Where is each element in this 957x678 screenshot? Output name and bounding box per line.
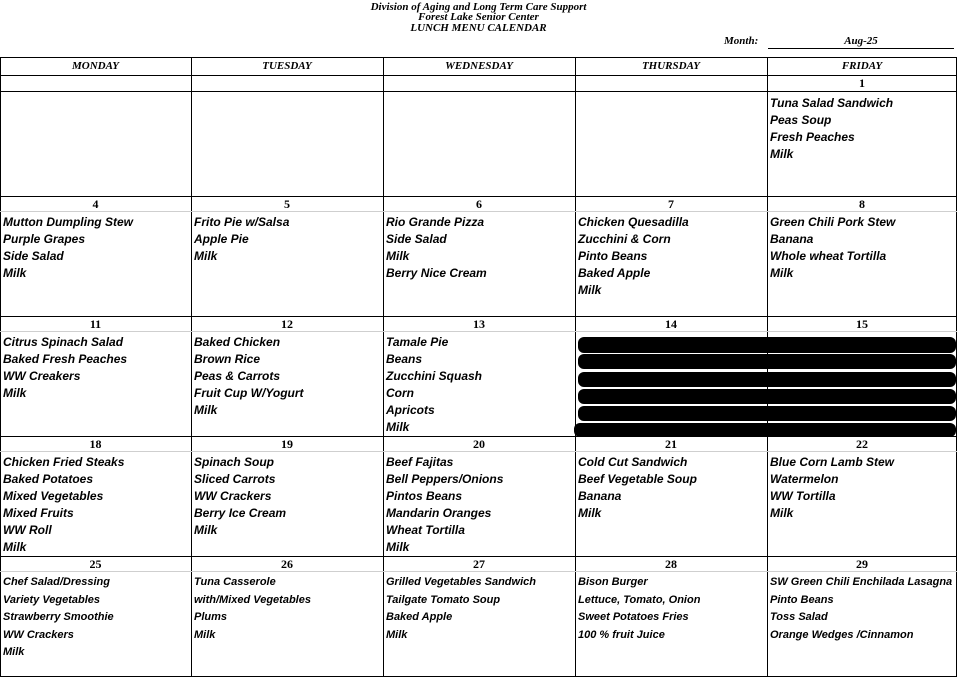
header-division: Division of Aging and Long Term Care Support bbox=[370, 1, 587, 13]
day-header-tuesday: TUESDAY bbox=[262, 60, 312, 72]
date-number: 4 bbox=[92, 197, 99, 211]
day-header-wednesday: WEDNESDAY bbox=[445, 60, 513, 72]
date-number: 20 bbox=[473, 437, 485, 451]
date-number: 15 bbox=[856, 317, 868, 331]
menu-list bbox=[770, 214, 895, 282]
menu-item: Corn bbox=[386, 386, 414, 400]
date-number: 12 bbox=[281, 317, 293, 331]
menu-item: Milk bbox=[194, 523, 218, 537]
grid-vline bbox=[575, 57, 576, 677]
menu-item: Pinto Beans bbox=[770, 593, 834, 606]
redaction-bar bbox=[578, 406, 956, 421]
date-number: 19 bbox=[281, 437, 293, 451]
menu-item: Fresh Peaches bbox=[770, 130, 855, 144]
menu-item: Cold Cut Sandwich bbox=[578, 455, 688, 469]
menu-item: Baked Apple bbox=[578, 266, 651, 280]
menu-list bbox=[386, 454, 503, 556]
header-center: Forest Lake Senior Center bbox=[418, 11, 539, 23]
menu-list bbox=[386, 574, 536, 644]
grid-vline bbox=[383, 57, 384, 677]
menu-list bbox=[194, 454, 286, 539]
menu-item: Milk bbox=[194, 249, 218, 263]
menu-item: Orange Wedges /Cinnamon bbox=[770, 628, 914, 641]
menu-item: Strawberry Smoothie bbox=[3, 611, 114, 623]
menu-list bbox=[578, 574, 700, 644]
menu-item: Milk bbox=[578, 283, 602, 297]
menu-item: Mixed Fruits bbox=[3, 506, 74, 520]
menu-list bbox=[386, 214, 487, 282]
menu-list bbox=[194, 574, 311, 644]
menu-item: Zucchini Squash bbox=[386, 369, 483, 383]
menu-item: Peas & Carrots bbox=[194, 369, 281, 383]
menu-item: Baked Apple bbox=[386, 611, 453, 623]
menu-item: 100 % fruit Juice bbox=[578, 628, 665, 641]
menu-item: Brown Rice bbox=[194, 352, 261, 366]
menu-item: WW Crackers bbox=[3, 628, 74, 641]
menu-item: Tuna Casserole bbox=[194, 576, 276, 588]
redaction-bar bbox=[578, 389, 956, 404]
menu-list bbox=[578, 214, 689, 299]
date-number: 27 bbox=[473, 557, 485, 571]
menu-item: Citrus Spinach Salad bbox=[3, 335, 124, 349]
menu-item: Rio Grande Pizza bbox=[386, 215, 485, 229]
menu-item: Sliced Carrots bbox=[194, 472, 276, 486]
menu-item: Chicken Fried Steaks bbox=[3, 455, 125, 469]
menu-item: Watermelon bbox=[770, 472, 839, 486]
day-header-thursday: THURSDAY bbox=[641, 60, 701, 72]
menu-item: Blue Corn Lamb Stew bbox=[770, 455, 895, 469]
menu-item: Frito Pie w/Salsa bbox=[194, 215, 290, 229]
menu-list bbox=[3, 454, 124, 556]
menu-item: Baked Potatoes bbox=[3, 472, 94, 486]
menu-item: SW Green Chili Enchilada Lasagna bbox=[770, 576, 953, 588]
date-number: 22 bbox=[856, 437, 868, 451]
menu-item: Mandarin Oranges bbox=[386, 506, 492, 520]
menu-item: Variety Vegetables bbox=[3, 593, 101, 606]
menu-item: Beans bbox=[386, 352, 423, 366]
menu-item: Milk bbox=[770, 266, 794, 280]
menu-item: Side Salad bbox=[3, 249, 64, 263]
grid-vline bbox=[0, 57, 1, 677]
menu-list bbox=[578, 454, 697, 522]
menu-item: Milk bbox=[3, 646, 25, 658]
menu-list bbox=[3, 334, 127, 402]
day-header-friday: FRIDAY bbox=[841, 60, 883, 72]
menu-item: Zucchini & Corn bbox=[578, 232, 671, 246]
menu-item: Milk bbox=[386, 249, 410, 263]
month-value: Aug-25 bbox=[768, 35, 954, 49]
menu-item: Milk bbox=[578, 506, 602, 520]
date-number: 1 bbox=[859, 76, 865, 90]
redaction-bar bbox=[578, 337, 956, 353]
menu-item: WW Tortilla bbox=[770, 489, 836, 503]
menu-item: Bell Peppers/Onions bbox=[386, 472, 504, 486]
menu-item: Milk bbox=[386, 540, 410, 554]
menu-item: Fruit Cup W/Yogurt bbox=[194, 386, 304, 400]
menu-item: Wheat Tortilla bbox=[386, 523, 465, 537]
menu-item: Sweet Potatoes Fries bbox=[578, 611, 689, 623]
menu-item: Milk bbox=[770, 147, 794, 161]
month-label: Month: bbox=[724, 35, 759, 47]
menu-item: Peas Soup bbox=[770, 113, 832, 127]
menu-item: Tailgate Tomato Soup bbox=[386, 593, 501, 606]
menu-item: Apricots bbox=[386, 403, 435, 417]
date-number: 7 bbox=[668, 197, 674, 211]
redaction-bar bbox=[578, 372, 956, 387]
menu-item: Tuna Salad Sandwich bbox=[770, 96, 894, 110]
menu-item: Milk bbox=[386, 628, 408, 641]
menu-item: Whole wheat Tortilla bbox=[770, 249, 887, 263]
menu-item: Milk bbox=[3, 266, 27, 280]
menu-item: Milk bbox=[194, 628, 216, 641]
date-number: 11 bbox=[89, 317, 102, 331]
menu-item: Milk bbox=[3, 386, 27, 400]
date-number: 14 bbox=[665, 317, 677, 331]
date-number: 18 bbox=[89, 437, 102, 451]
menu-item: Apple Pie bbox=[194, 232, 249, 246]
menu-item: Milk bbox=[386, 420, 410, 434]
menu-item: WW Creakers bbox=[3, 369, 81, 383]
menu-list bbox=[770, 454, 894, 522]
menu-item: WW Crackers bbox=[194, 489, 272, 503]
menu-list bbox=[194, 214, 289, 265]
date-number: 28 bbox=[665, 557, 677, 571]
menu-item: Beef Vegetable Soup bbox=[578, 472, 697, 486]
menu-item: Lettuce, Tomato, Onion bbox=[578, 593, 701, 606]
date-number: 29 bbox=[856, 557, 868, 571]
menu-item: Milk bbox=[3, 540, 27, 554]
menu-item: Banana bbox=[770, 232, 814, 246]
date-number: 21 bbox=[665, 437, 677, 451]
date-number: 13 bbox=[473, 317, 485, 331]
menu-item: Milk bbox=[770, 506, 794, 520]
menu-list bbox=[770, 574, 952, 644]
menu-item: Plums bbox=[194, 611, 228, 623]
redaction-bar bbox=[574, 423, 956, 437]
date-number: 26 bbox=[281, 557, 293, 571]
menu-list bbox=[3, 574, 114, 662]
menu-item: Spinach Soup bbox=[194, 455, 275, 469]
menu-item: Mixed Vegetables bbox=[3, 489, 104, 503]
menu-list bbox=[770, 95, 893, 163]
menu-item: Chicken Quesadilla bbox=[578, 215, 689, 229]
menu-item: Green Chili Pork Stew bbox=[770, 215, 896, 229]
date-number: 6 bbox=[476, 197, 482, 211]
menu-list bbox=[386, 334, 482, 436]
menu-item: with/Mixed Vegetables bbox=[194, 593, 311, 606]
menu-item: Side Salad bbox=[386, 232, 447, 246]
date-number: 8 bbox=[859, 197, 865, 211]
menu-item: Toss Salad bbox=[770, 611, 828, 623]
menu-item: Pintos Beans bbox=[386, 489, 463, 503]
menu-list bbox=[194, 334, 304, 419]
menu-item: Milk bbox=[194, 403, 218, 417]
menu-item: Mutton Dumpling Stew bbox=[3, 215, 133, 229]
date-number: 5 bbox=[284, 197, 290, 211]
menu-item: Berry Ice Cream bbox=[194, 506, 287, 520]
menu-item: Purple Grapes bbox=[3, 232, 86, 246]
date-number: 25 bbox=[89, 557, 102, 571]
header-calendar-title: LUNCH MENU CALENDAR bbox=[410, 22, 547, 34]
menu-item: WW Roll bbox=[3, 523, 52, 537]
redaction-bar bbox=[578, 354, 956, 369]
day-header-monday: MONDAY bbox=[71, 60, 120, 72]
menu-item: Berry Nice Cream bbox=[386, 266, 487, 280]
menu-item: Banana bbox=[578, 489, 622, 503]
grid-hline bbox=[0, 91, 957, 92]
menu-item: Beef Fajitas bbox=[386, 455, 454, 469]
menu-item: Baked Fresh Peaches bbox=[3, 352, 128, 366]
grid-vline bbox=[191, 57, 192, 677]
menu-item: Grilled Vegetables Sandwich bbox=[386, 576, 536, 588]
menu-item: Chef Salad/Dressing bbox=[3, 576, 110, 588]
menu-item: Baked Chicken bbox=[194, 335, 281, 349]
menu-item: Bison Burger bbox=[578, 576, 648, 588]
menu-list bbox=[3, 214, 133, 282]
menu-item: Pinto Beans bbox=[578, 249, 648, 263]
menu-item: Tamale Pie bbox=[386, 335, 449, 349]
